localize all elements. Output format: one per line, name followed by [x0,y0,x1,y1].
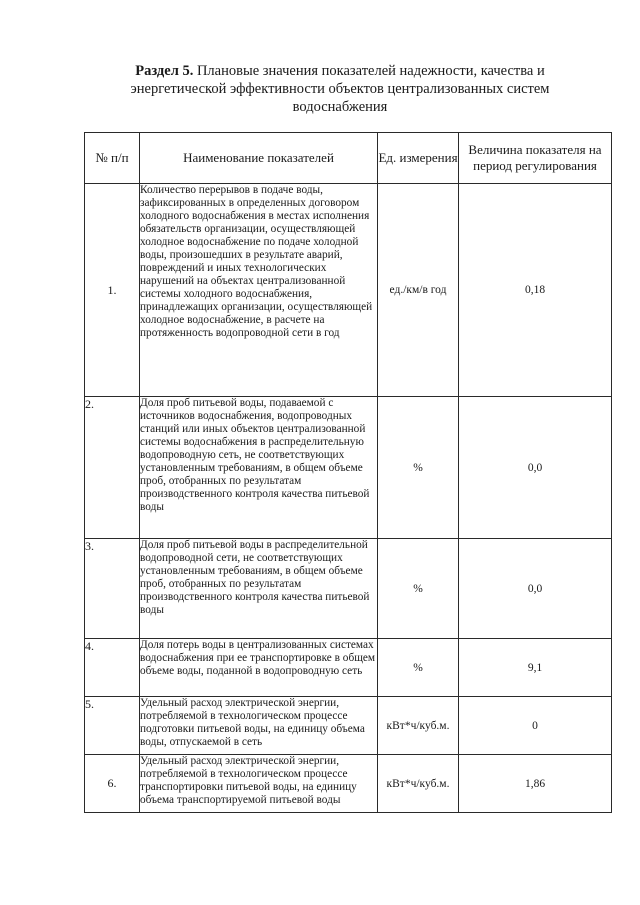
table-row [85,397,612,539]
row-unit: % [378,539,459,639]
row-value: 1,86 [459,755,612,813]
row-unit: ед./км/в год [378,184,459,397]
indicators-table [84,132,612,813]
row-name: Удельный расход электрической энергии, потребляемой в технологическом процессе подготовки питьевой воды, на единицу объема воды, отпускаемой в сеть [140,697,378,755]
row-value: 0 [459,697,612,755]
row-unit: кВт*ч/куб.м. [378,697,459,755]
row-num: 5. [85,697,140,755]
row-num: 1. [85,184,140,397]
row-value: 0,0 [459,397,612,539]
table-header-row [85,133,612,184]
table-row [85,755,612,813]
row-name: Доля потерь воды в централизованных системах водоснабжения при ее транспортировке в общем объеме воды, поданной в водопроводную сеть [140,639,378,697]
header-value: Величина показателя на период регулирования [459,133,612,184]
row-num: 6. [85,755,140,813]
table-row [85,539,612,639]
row-value: 9,1 [459,639,612,697]
row-unit: % [378,639,459,697]
section-title [100,62,580,116]
row-value: 0,18 [459,184,612,397]
row-name: Доля проб питьевой воды, подаваемой с источников водоснабжения, водопроводных станций или иных объектов централизованной системы водоснабжения в распределительную водопроводную сеть, не соответствующих установленным требованиям, в общем объеме проб, отобранных по результатам производственного контроля качества питьевой воды [140,397,378,539]
section-title-text: Плановые значения показателей надежности, качества и энергетической эффективности объектов централизованных систем водоснабжения [130,63,550,115]
header-unit: Ед. измерения [378,133,459,184]
row-unit: % [378,397,459,539]
row-unit: кВт*ч/куб.м. [378,755,459,813]
row-name: Количество перерывов в подаче воды, зафиксированных в определенных договором холодного водоснабжения в местах исполнения обязательств организации, осуществляющей холодное водоснабжение по подаче холодной воды, произошедших в результате аварий, повреждений и иных технологических нарушений на объектах централизованной системы холодного водоснабжения, принадлежащих организации, осуществляющей холодное водоснабжение, в расчете на протяженность водопроводной сети в год [140,184,378,397]
row-name: Удельный расход электрической энергии, потребляемой в технологическом процессе транспортировки питьевой воды, на единицу объема транспортируемой питьевой воды [140,755,378,813]
row-value: 0,0 [459,539,612,639]
section-title-number: Раздел 5. [135,63,194,79]
row-num: 2. [85,397,140,539]
row-num: 4. [85,639,140,697]
header-name: Наименование показателей [140,133,378,184]
table-row [85,697,612,755]
header-num: № п/п [85,133,140,184]
row-num: 3. [85,539,140,639]
table-row [85,184,612,397]
table-row [85,639,612,697]
row-name: Доля проб питьевой воды в распределительной водопроводной сети, не соответствующих установленным требованиям, в общем объеме проб, отобранных по результатам производственного контроля качества питьевой воды [140,539,378,639]
